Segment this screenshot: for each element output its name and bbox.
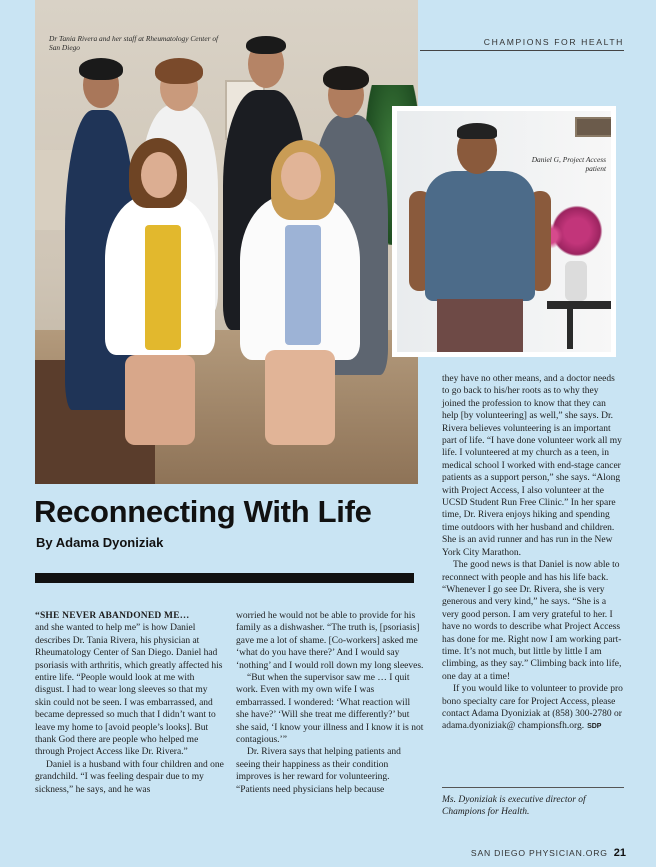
headline-divider-bar — [35, 573, 414, 583]
footer-site: SAN DIEGO PHYSICIAN.ORG — [470, 848, 608, 858]
paragraph: The good news is that Daniel is now able to reconnect with people and has his life back. “Whenever I go see Dr. Rivera, she is very generous and very kind,” he says. “She is a very good person. I am very grateful to her. I have no words to describe what Project Access has done for me. Right now I am working part-time. It’s not much, but little by little I am climbing, as they say.” Climbing back into life, one day at a time! — [442, 560, 622, 682]
paragraph: “But when the supervisor saw me … I quit work. Even with my own wife I was embarrassed. I wondered: ‘What reaction will she have?’ ‘Will she treat me differently?’ but she said, ‘I know your illness and I know it is not contagious.’” — [236, 673, 424, 746]
article-byline: By Adama Dyoniziak — [36, 535, 164, 550]
paragraph: and she wanted to help me” is how Daniel describes Dr. Tania Rivera, his physician at Rheumatology Center of San Diego. Daniel had psoriasis with arthritis, which greatly affected his entire life. “People would look at me with disgust. I had to wear long sleeves so that my skin could not be seen. I was embarrassed, and became depressed so much that I didn’t want to leave my home to [avoid people’s looks]. But thank God there are people who helped me through Project Access like Dr. Rivera.” — [35, 623, 223, 758]
paragraph: Daniel is a husband with four children and one grandchild. “I was feeling despair due to my sickness,” he says, and he was — [35, 759, 224, 795]
page-number: 21 — [613, 847, 626, 859]
author-note: Ms. Dyoniziak is executive director of Champions for Health. — [442, 795, 586, 818]
section-title: CHAMPIONS FOR HEALTH — [483, 37, 624, 47]
note-rule — [442, 787, 624, 788]
paragraph: they have no other means, and a doctor needs to go back to his/her roots as to why they joined the profession to know that they can help [by volunteering] as well,” she says. Dr. Rivera believes volunteering is an important part of life. “I have done volunteer work all my life. I volunteered at my church as a teen, in medical school I worked with end-stage cancer patients as a support person,” she says. “Along with Project Access, I also volunteer at the UCSD Student Run Free Clinic.” In her spare time, Dr. Rivera enjoys hiking and spending time outdoors with her husband and children. She is an avid runner and has run in the New York City Marathon. — [442, 374, 622, 558]
article-column-3 — [442, 373, 624, 734]
paragraph: Dr. Rivera says that helping patients and seeing their happiness as their condition improves is her reward for volunteering. “Patients need physicians help because — [236, 747, 401, 795]
side-photo-caption: Daniel G, Project Access patient — [531, 155, 606, 173]
article-column-1 — [35, 610, 225, 796]
lead-in: “SHE NEVER ABANDONED ME… — [35, 611, 190, 621]
patient-photo — [392, 106, 616, 357]
end-mark: SDP — [587, 723, 602, 731]
paragraph: worried he would not be able to provide for his family as a dishwasher. “The truth is, [psoriasis] gave me a lot of shame. [Co-workers] asked me ‘what do you have there?’ And I would say ‘nothing’ and I would roll down my long sleeves. — [236, 611, 424, 671]
staff-group-photo — [35, 0, 418, 484]
paragraph: If you would like to volunteer to provide pro bono specialty care for Project Access, please contact Adama Dyoniziak at (858) 300-2780 or adama.dyoniziak@ championsfh.org. — [442, 684, 623, 732]
main-photo-caption: Dr Tania Rivera and her staff at Rheumatology Center of San Diego — [49, 34, 219, 52]
page-footer — [470, 847, 626, 859]
article-headline: Reconnecting With Life — [34, 494, 372, 529]
section-rule — [420, 50, 624, 51]
article-column-2 — [236, 610, 424, 796]
